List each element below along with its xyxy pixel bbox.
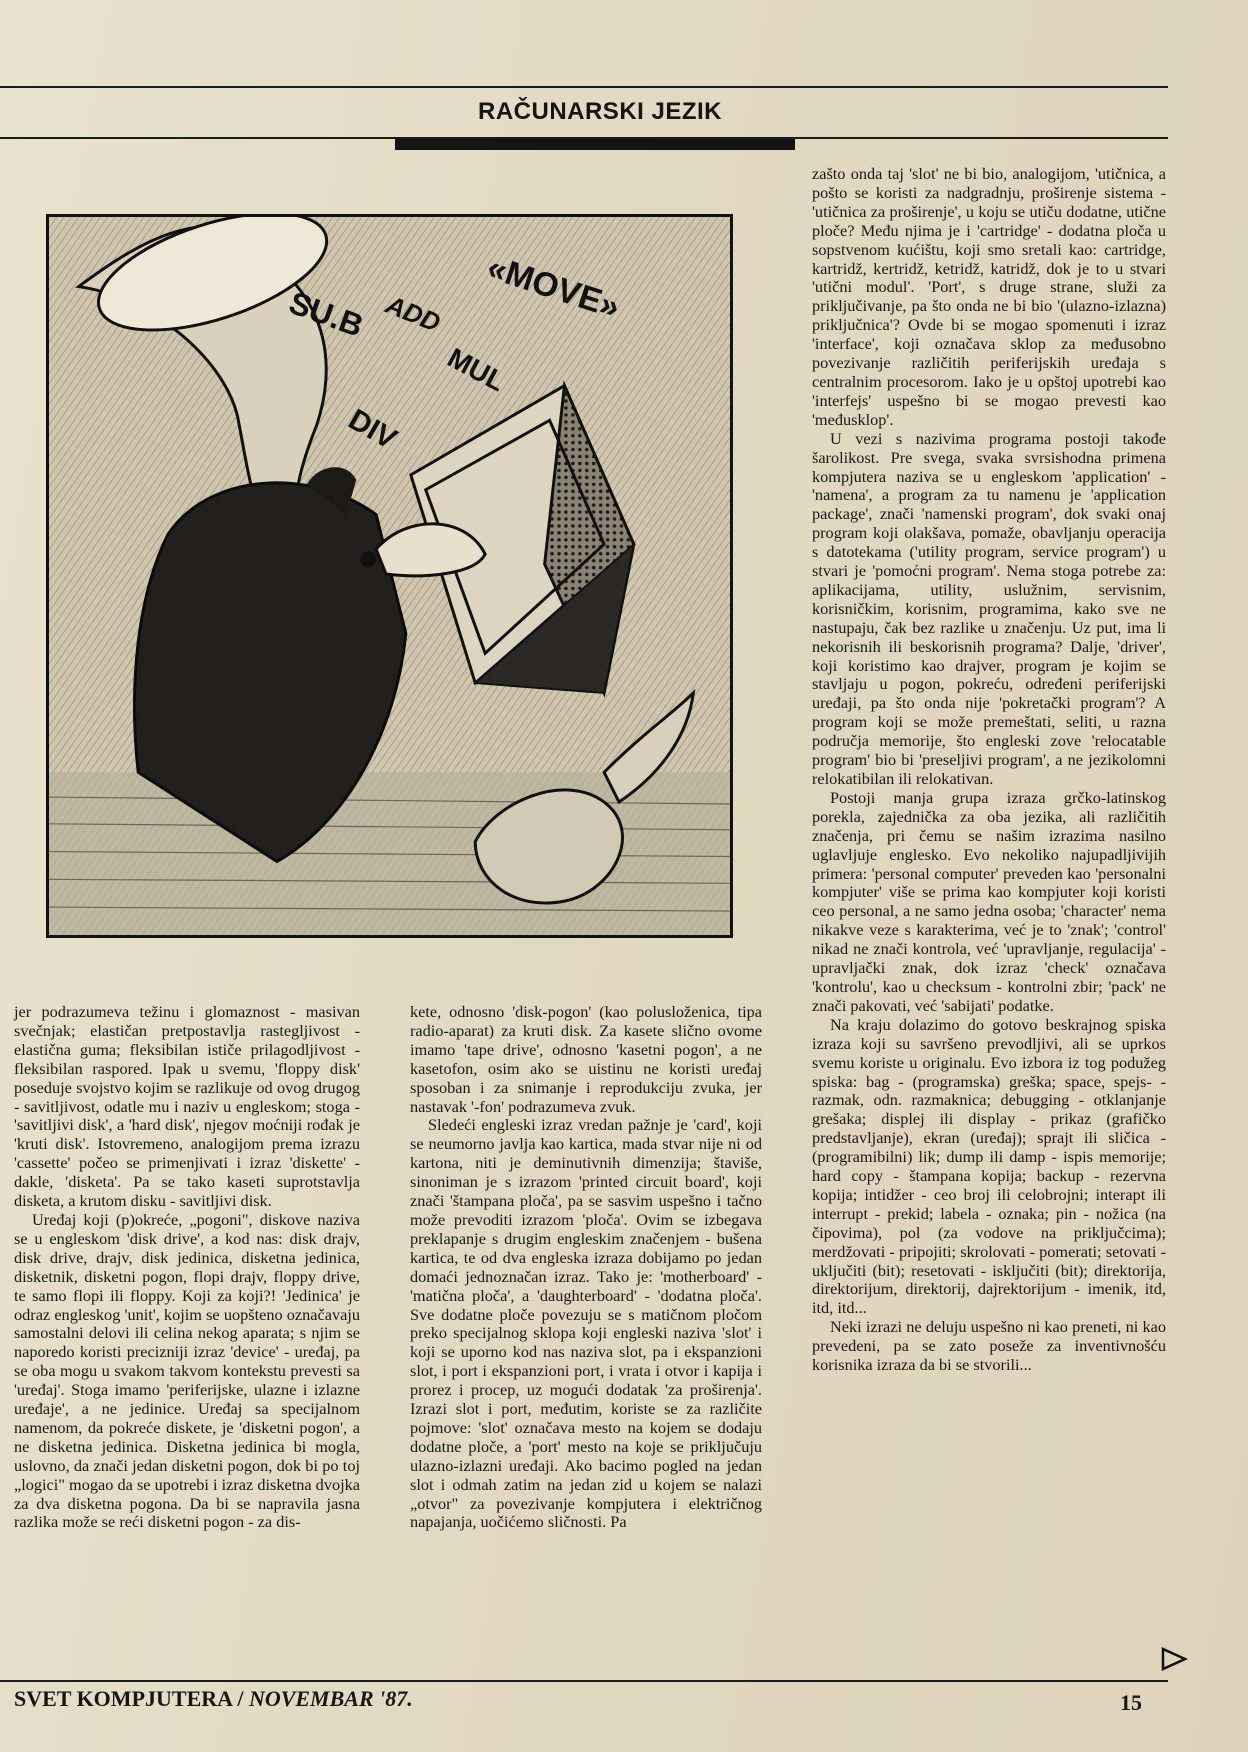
paragraph: Uređaj koji (p)okreće, „pogoni", diskove naziva se u engleskom 'disk drive', a kod nas: disk drajv, disk drive, drajv, disk jedinica, disketna jedinica, disketnik, disketni pogon, flopi drajv, floppy drive, te samo flopi ili floppy. Koji za koji?! 'Jedinica' je odraz engleskog 'unit', kojim se uopšteno označavaju samostalni delovi ili celina nekog aparata; s njim se naporedo koristi precizniji izraz 'device' - uređaj, pa se oba mogu u svakom takvom kontekstu prevesti sa 'uređaj'. Stoga imamo 'periferijske, ulazne i izlazne uređaje', a ne jedinice. Uređaj sa specijalnom namenom, da pokreće diskete, je 'disketni pogon', a ne disketna jedinica. Disketna jedinica bi mogla, uslovno, da znači jedan disketni pogon, dok bi po toj „logici" mogao da se upotrebi i izraz disketna dvojka za dva disketna pogona. Da bi se napravila jasna razlika može se reći disketni pogon - za dis- (14, 1209, 360, 1532)
paragraph: Sledeći engleski izraz vredan pažnje je 'card', koji se neumorno javlja kao kartica, mada stvar nije ni od kartona, niti je deminutivnih dimenzija; štaviše, sinoniman je s izrazom 'printed circuit board', koji znači 'štampana ploča', pa se sasvim uspešno i tačno može prevoditi izrazom 'ploča'. Ovim se izbegava preklapanje s drugim engleskim značenjem - bušena kartica, te od dva engleska izraza dobijamo po jedan domaći jednoznačan izraz. Tako je: 'motherboard' - 'matična ploča', a 'daughterboard' - 'dodatna ploča'. Sve dodatne ploče povezuju se s matičnom pločom preko specijalnog sklopa koji engleski naziva 'slot' i koji se uporno kod nas naziva slot, pa i ekspanzioni slot, i port i ekspanzioni port, i vrata i otvor i kapija i prorez i procep, uz mogući dodatak 'za proširenja'. Izrazi slot i port, međutim, koriste se za različite pojmove: 'slot' označava mesto na kojem se dodaju dodatne ploče, a 'port' mesto na koje se priključuju ulazno-izlazni uređaji. Ako bacimo pogled na jedan slot i odmah zatim na jedan zid u kojem se nalazi „otvor" za povezivanje kompjutera i električnog napajanja, uočićemo sličnosti. Pa (410, 1115, 762, 1532)
word-move: «MOVE» (482, 248, 625, 327)
paragraph: kete, odnosno 'disk-pogon' (kao polusloženica, tipa radio-aparat) za kruti disk. Za kasete slično ovome imamo 'tape drive', odnosno 'kasetni pogon', a ne kasetofon, osim ako se uistinu ne koristi uređaj sposoban i za snimanje i reprodukciju zvuka, jer nastavak '-fon' podrazumeva zvuk. (410, 1002, 762, 1116)
paragraph: zašto onda taj 'slot' ne bi bio, analogijom, 'utičnica, a pošto se koristi za nadgradnju, proširenje sistema - 'utičnica za proširenje', u koju se utiču dodatne, utične ploče? Među njima je i 'cartridge' - dodatna ploča u sopstvenom kućištu, koji smo sretali kao: cartridge, kartridž, kertridž, ketridž, katridž, dok je to u stvari 'utični modul'. 'Port', s druge strane, služi za priključivanje, pa što onda ne bi bio '(ulazno-izlazna) priključnica'? Ovde bi se mogao spomenuti i izraz 'interface', koji označava sklop za međusobno povezivanje različitih periferijskih uređaja s centralnim procesorom. Iako je u opštoj upotrebi kao 'interfejs' uspešno bi se mogao prevesti kao 'međusklop'. (812, 164, 1166, 429)
cartoon-drawing (49, 217, 730, 935)
page-number: 15 (1120, 1690, 1142, 1715)
section-title-bar (395, 139, 795, 150)
paragraph: Na kraju dolazimo do gotovo beskrajnog spiska izraza koji su savršeno prevodljivi, ali se uprkos svemu koriste u originalu. Evo izbora iz tog podužeg spiska: bag - (programska) greška; space, spejs- - razmak, odn. razmaknica; debugging - otklanjanje grešaka; displej ili display - prikaz (grafičko predstavljanje), ekran (uređaj); sprajt ili sličica - (programibilni) lik; dump ili damp - ispis memorije; hard copy - štampana kopija; backup - rezervna kopija; intidžer - ceo broj ili celobrojni; interapt ili interrupt - prekid; labela - oznaka; pin - nožica (na čipovima), pol (za vodove na priključcima); merdžovati - pripojiti; skrolovati - pomerati; setovati - uključiti (bit); resetovati - isključiti (bit); direktorija, direktorijum, direktorij, dajrektorijum - imenik, itd, itd, itd... (812, 1014, 1166, 1318)
footer-rule (0, 1680, 1168, 1682)
paragraph: U vezi s nazivima programa postoji takođe šarolikost. Pre svega, svaka svrsishodna primena kompjutera naziva se u engleskom 'application' - 'namena', a program za tu namenu je 'application package', znači 'namenski program', dok svaki onaj program koji olakšava, pomaže, obavljanju operacija s datotekama ('utility program, service program') u stvari je 'pomoćni program'. Nema stoga potrebe za: aplikacijama, utility, uslužnim, servisnim, korisničkim, korisnim, programima, kako sve ne nastupaju, čak bez razlike u značenju. Uz put, ima li nekorisnih ili beskorisnih programa? Dalje, 'driver', koji koristimo kao drajver, program je kojim se stavljaju u pogon, pokreću, određeni periferijski uređaji, pa što onda nije 'pokretački program'? A program koji se može premeštati, seliti, u razna područja memorije, što engleski zove 'relocatable program' bio bi 'preseljivi program', a ne jezikolomni relokatibilan ili relokativan. (812, 428, 1166, 788)
text-column-middle (410, 1003, 762, 1532)
header-rule-top (0, 86, 1168, 88)
text-column-right (812, 165, 1166, 1375)
continue-arrow-icon (1160, 1645, 1188, 1673)
magazine-name: SVET KOMPJUTERA (14, 1686, 232, 1711)
word-sub: SU.B (284, 284, 369, 344)
word-add: ADD (381, 290, 445, 338)
text-column-left (14, 1003, 360, 1532)
section-title: RAČUNARSKI JEZIK (477, 98, 722, 125)
word-div: DIV (342, 402, 403, 457)
word-mul: MUL (442, 341, 511, 398)
cartoon-illustration (46, 214, 733, 938)
paragraph: Postoji manja grupa izraza grčko-latinskog porekla, zajednička za oba jezika, ali različitih značenja, pri čemu se našim izrazima nasilno uglavljuje englesko. Evo nekoliko najupadljivijih primera: 'personal computer' preveden kao 'personalni kompjuter' više se prima kao kompjuter koji koristi ceo personal, a ne samo jedna osoba; 'character' nema nikakve veze s karakterima, već je to 'znak'; 'control' nikad ne znači kontrola, već 'upravljanje, regulacija' - upravljački znak, dok izraz 'check' označava 'kontrolu', kao u checksum - kontrolni zbir; 'pack' ne znači pakovati, već 'sabijati' podatke. (812, 787, 1166, 1015)
issue-date: NOVEMBAR '87. (248, 1686, 413, 1711)
paragraph: jer podrazumeva težinu i glomaznost - masivan svečnjak; elastičan pretpostavlja rastegljivost - elastična guma; fleksibilan ističe prilagodljivost - fleksibilan raspored. Ipak u svemu, 'floppy disk' poseduje svojstvo kojim se razlikuje od ovog drugog - savitljivost, odatle mu i naziv u engleskom; stoga - 'savitljivi disk', a 'hard disk', njegov moćniji rođak je 'kruti disk'. Istovremeno, analogijom prema izrazu 'cassette' počeo se primenjivati i izraz 'diskette' - dakle, 'disketa'. Pa se tako kaseti suprotstavlja disketa, a krutom disku - savitljivi disk. (14, 1002, 360, 1211)
paragraph: Neki izrazi ne deluju uspešno ni kao preneti, ni kao prevedeni, pa se zato poseže za inventivnošću korisnika izraza da bi se stvorili... (812, 1317, 1166, 1375)
footer-publication (14, 1686, 413, 1712)
footer-separator: / (231, 1686, 249, 1711)
